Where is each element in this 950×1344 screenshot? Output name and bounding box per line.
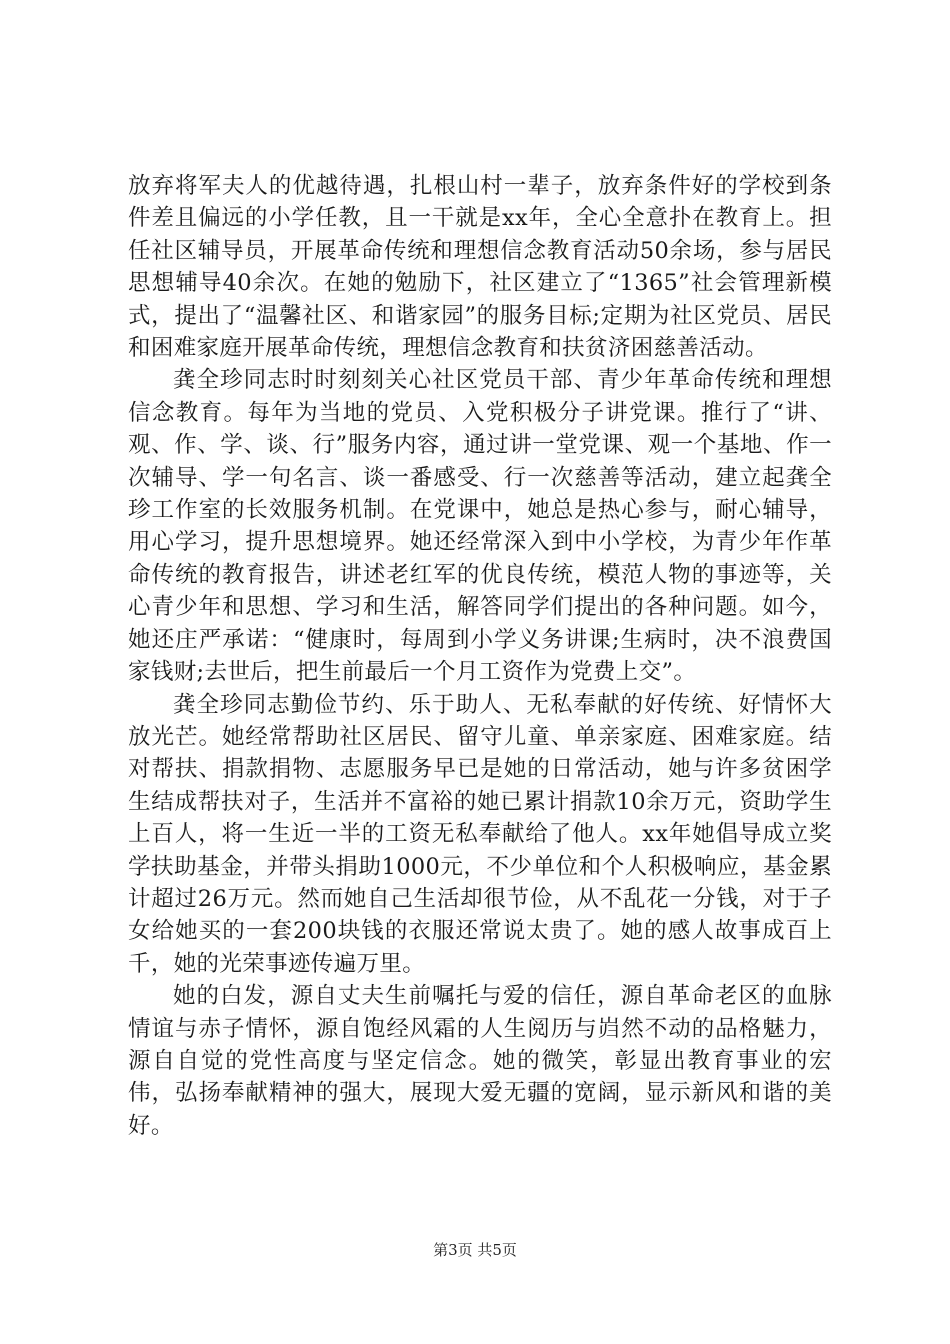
paragraph-3: 龚全珍同志勤俭节约、乐于助人、无私奉献的好传统、好情怀大放光芒。她经常帮助社区居民、留守儿童、单亲家庭、困难家庭。结对帮扶、捐款捐物、志愿服务早已是她的日常活动，她与许多贫困学生结成帮扶对子，生活并不富裕的她已累计捐款10余万元，资助学生上百人，将一生近一半的工资无私奉献给了他人。xx年她倡导成立奖学扶助基金，并带头捐助1000元，不少单位和个人积极响应，基金累计超过26万元。然而她自己生活却很节俭，从不乱花一分钱，对于子女给她买的一套200块钱的衣服还常说太贵了。她的感人故事成百上千，她的光荣事迹传遍万里。 <box>128 691 832 977</box>
document-body <box>128 170 832 1142</box>
page-number-footer: 第3页 共5页 <box>433 1241 517 1259</box>
paragraph-1: 放弃将军夫人的优越待遇，扎根山村一辈子，放弃条件好的学校到条件差且偏远的小学任教，且一干就是xx年，全心全意扑在教育上。担任社区辅导员，开展革命传统和理想信念教育活动50余场，参与居民思想辅导40余次。在她的勉励下，社区建立了“1365”社会管理新模式，提出了“温馨社区、和谐家园”的服务目标;定期为社区党员、居民和困难家庭开展革命传统，理想信念教育和扶贫济困慈善活动。 <box>128 173 832 362</box>
paragraph-2: 龚全珍同志时时刻刻关心社区党员干部、青少年革命传统和理想信念教育。每年为当地的党员、入党积极分子讲党课。推行了“讲、观、作、学、谈、行”服务内容，通过讲一堂党课、观一个基地、作一次辅导、学一句名言、谈一番感受、行一次慈善等活动，建立起龚全珍工作室的长效服务机制。在党课中，她总是热心参与，耐心辅导，用心学习，提升思想境界。她还经常深入到中小学校，为青少年作革命传统的教育报告，讲述老红军的优良传统，模范人物的事迹等，关心青少年和思想、学习和生活，解答同学们提出的各种问题。如今，她还庄严承诺：“健康时，每周到小学义务讲课;生病时，决不浪费国家钱财;去世后，把生前最后一个月工资作为党费上交”。 <box>128 367 832 686</box>
paragraph-4: 她的白发，源自丈夫生前嘱托与爱的信任，源自革命老区的血脉情谊与赤子情怀，源自饱经风霜的人生阅历与岿然不动的品格魅力，源自自觉的党性高度与坚定信念。她的微笑，彰显出教育事业的宏伟，弘扬奉献精神的强大，展现大爱无疆的宽阔，显示新风和谐的美好。 <box>128 983 832 1139</box>
